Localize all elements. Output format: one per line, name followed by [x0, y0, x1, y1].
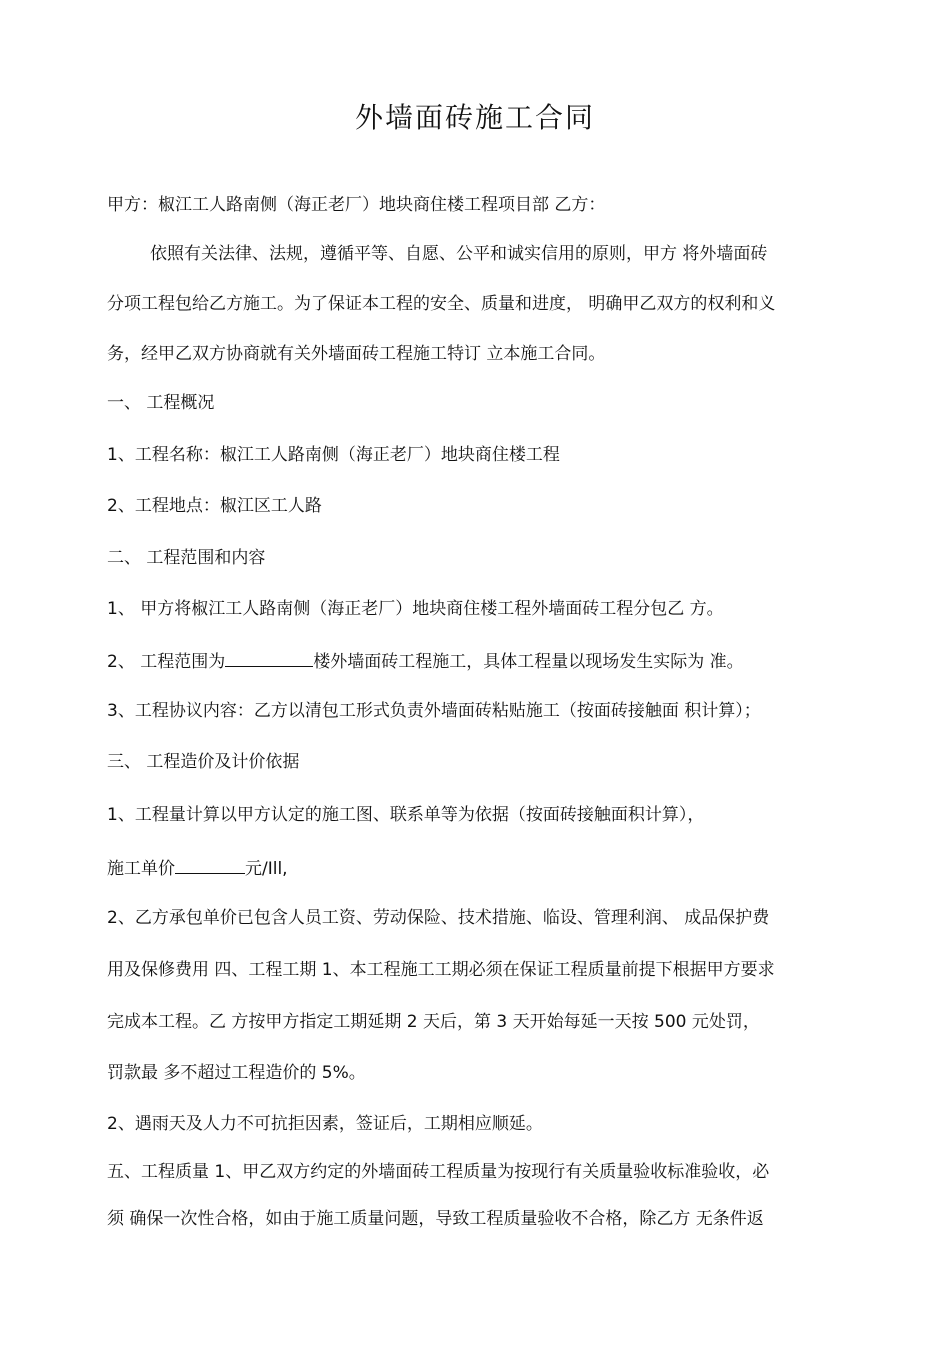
- schedule-line-3: 罚款最 多不超过工程造价的 5%。: [107, 1063, 366, 1083]
- unit-price-line: [107, 855, 288, 881]
- scope-line-2: [107, 648, 744, 674]
- quality-line-2: 须 确保一次性合格，如由于施工质量问题，导致工程质量验收不合格，除乙方 无条件返: [107, 1209, 764, 1229]
- schedule-line-1: 用及保修费用 四、工程工期 1、本工程施工工期必须在保证工程质量前提下根据甲方要求: [107, 960, 775, 980]
- scope-line-1: 1、 甲方将椒江工人路南侧（海正老厂）地块商住楼工程外墙面砖工程分包乙 方。: [107, 599, 724, 619]
- document-title: 外墙面砖施工合同: [354, 101, 595, 134]
- scope-line-2-prefix: 2、 工程范围为: [107, 652, 226, 672]
- scope-blank-field[interactable]: [225, 648, 313, 667]
- schedule-line-2: 完成本工程。乙 方按甲方指定工期延期 2 天后，第 3 天开始每延一天按 500 元处罚，: [107, 1012, 760, 1032]
- parties-line: 甲方：椒江工人路南侧（海正老厂）地块商住楼工程项目部 乙方：: [107, 195, 606, 215]
- preamble-line-3: 务，经甲乙双方协商就有关外墙面砖工程施工特订 立本施工合同。: [107, 344, 606, 364]
- preamble-line-1: 依照有关法律、法规，遵循平等、自愿、公平和诚实信用的原则，甲方 将外墙面砖: [150, 244, 768, 264]
- section-heading-1: 一、 工程概况: [107, 393, 215, 413]
- unit-price-label: 施工单价: [107, 859, 175, 879]
- section-heading-2: 二、 工程范围和内容: [107, 548, 266, 568]
- unit-price-blank-field[interactable]: [175, 855, 245, 874]
- scope-line-3: 3、工程协议内容：乙方以清包工形式负责外墙面砖粘贴施工（按面砖接触面 积计算）；: [107, 701, 761, 721]
- schedule-line-4: 2、遇雨天及人力不可抗拒因素，签证后，工期相应顺延。: [107, 1114, 543, 1134]
- pricing-line-1: 1、工程量计算以甲方认定的施工图、联系单等为依据（按面砖接触面积计算），: [107, 805, 705, 825]
- preamble-line-2: 分项工程包给乙方施工。为了保证本工程的安全、质量和进度， 明确甲乙双方的权利和义: [107, 294, 776, 314]
- pricing-line-2: 2、乙方承包单价已包含人员工资、劳动保险、技术措施、临设、管理利润、 成品保护费: [107, 908, 770, 928]
- unit-price-unit: 元/Ill,: [245, 859, 288, 879]
- section-heading-3: 三、 工程造价及计价依据: [107, 752, 300, 772]
- scope-line-2-suffix: 楼外墙面砖工程施工，具体工程量以现场发生实际为 准。: [313, 652, 744, 672]
- quality-line-1: 五、工程质量 1、甲乙双方约定的外墙面砖工程质量为按现行有关质量验收标准验收，必: [107, 1162, 770, 1182]
- project-name-line: 1、工程名称：椒江工人路南侧（海正老厂）地块商住楼工程: [107, 445, 560, 465]
- project-location-line: 2、工程地点：椒江区工人路: [107, 496, 322, 516]
